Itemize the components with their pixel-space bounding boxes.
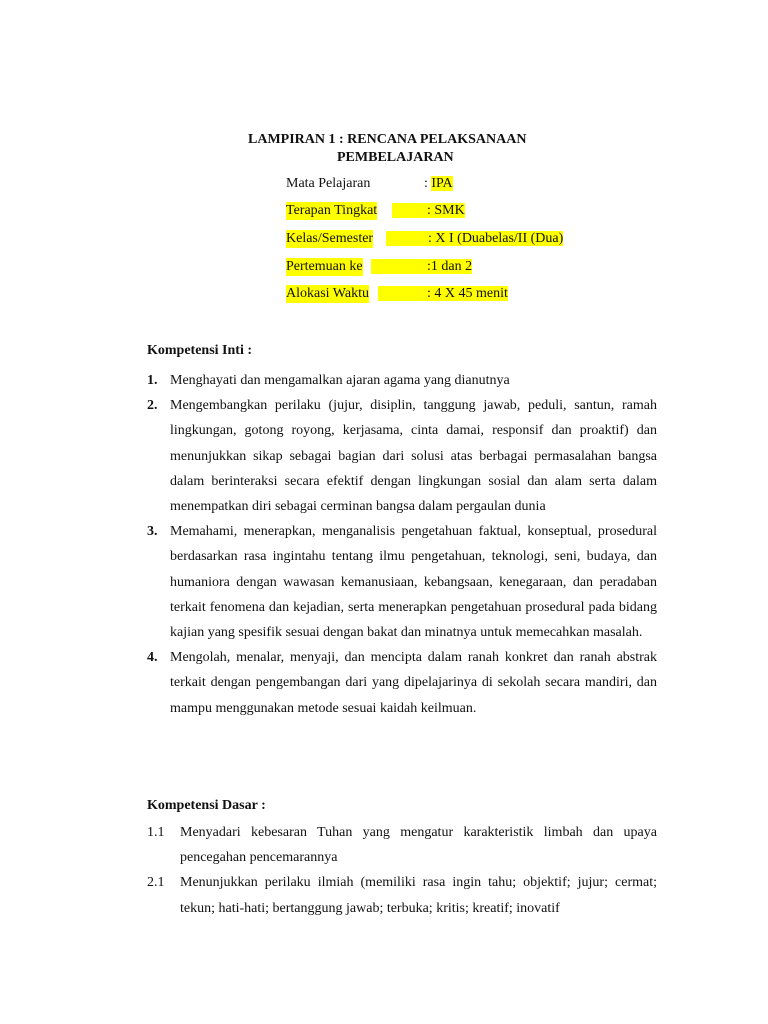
- list-item-text: Menyadari kebesaran Tuhan yang mengatur karakteristik limbah dan upaya pencegahan pencemarannya: [180, 825, 657, 866]
- list-item: [147, 820, 657, 870]
- info-value: [371, 258, 472, 276]
- list-item-text: Mengolah, menalar, menyaji, dan mencipta dalam ranah konkret dan ranah abstrak terkait dengan pengembangan dari yang dipelajarinya di sekolah secara mandiri, dan mampu menggunakan metode sesuai kaidah keilmuan.: [170, 650, 657, 716]
- list-item-number: 3.: [147, 524, 158, 540]
- title-line-1: LAMPIRAN 1 : RENCANA PELAKSANAAN: [248, 132, 527, 147]
- info-label: Kelas/Semester: [286, 231, 374, 246]
- info-label: Mata Pelajaran: [286, 176, 371, 191]
- info-value-text: :1 dan 2: [427, 259, 473, 274]
- list-item-text: Menunjukkan perilaku ilmiah (memiliki rasa ingin tahu; objektif; jujur; cermat; tekun; hati-hati; bertanggung jawab; terbuka; kritis; kreatif; inovatif: [180, 875, 657, 916]
- list-item: [147, 870, 657, 920]
- list-item: [147, 519, 657, 645]
- info-value: [392, 202, 465, 220]
- info-value: [424, 175, 453, 193]
- list-item-text: Memahami, menerapkan, menganalisis pengetahuan faktual, konseptual, prosedural berdasarkan rasa ingintahu tentang ilmu pengetahuan, teknologi, seni, budaya, dan humaniora dengan wawasan kemanusiaan, kebangsaan, kenegaraan, dan peradaban terkait fenomena dan kejadian, serta menerapkan pengetahuan prosedural pada bidang kajian yang spesifik sesuai dengan bakat dan minatnya untuk memecahkan masalah.: [170, 524, 657, 641]
- list-item: [147, 393, 657, 519]
- list-item-text: Mengembangkan perilaku (jujur, disiplin, tanggung jawab, peduli, santun, ramah lingkungan, gotong royong, kerjasama, cinta damai, responsif dan proaktif) dan menunjukkan sikap sebagai bagian dari solusi atas berbagai permasalahan bangsa dalam berinteraksi secara efektif dengan lingkungan sosial dan alam serta dalam menempatkan diri sebagai cerminan bangsa dalam pergaulan dunia: [170, 398, 657, 515]
- kompetensi-inti-list: [147, 368, 657, 721]
- list-item-text: Menghayati dan mengamalkan ajaran agama yang dianutnya: [170, 373, 510, 388]
- list-item: [147, 645, 657, 721]
- info-value-colon: :: [424, 176, 432, 191]
- list-item-number: 1.: [147, 373, 158, 388]
- list-item-number: 2.1: [147, 875, 165, 891]
- list-item-number: 1.1: [147, 825, 165, 840]
- info-label: Alokasi Waktu: [286, 286, 369, 301]
- list-item-number: 4.: [147, 650, 158, 666]
- info-value: [378, 285, 508, 303]
- title-line-2: PEMBELAJARAN: [337, 150, 454, 165]
- info-value-text: : X I (Duabelas/II (Dua): [428, 231, 564, 246]
- kompetensi-dasar-heading: Kompetensi Dasar :: [147, 798, 266, 813]
- list-item-number: 2.: [147, 398, 158, 414]
- info-value: [386, 230, 563, 248]
- list-item: [147, 368, 657, 393]
- kompetensi-dasar-list: [147, 820, 657, 921]
- info-label: Terapan Tingkat: [286, 203, 378, 218]
- kompetensi-inti-heading: Kompetensi Inti :: [147, 343, 252, 358]
- info-value-text: : SMK: [427, 203, 465, 218]
- info-value-highlight: IPA: [431, 176, 453, 191]
- info-label: Pertemuan ke: [286, 259, 363, 274]
- info-value-text: : 4 X 45 menit: [427, 286, 508, 301]
